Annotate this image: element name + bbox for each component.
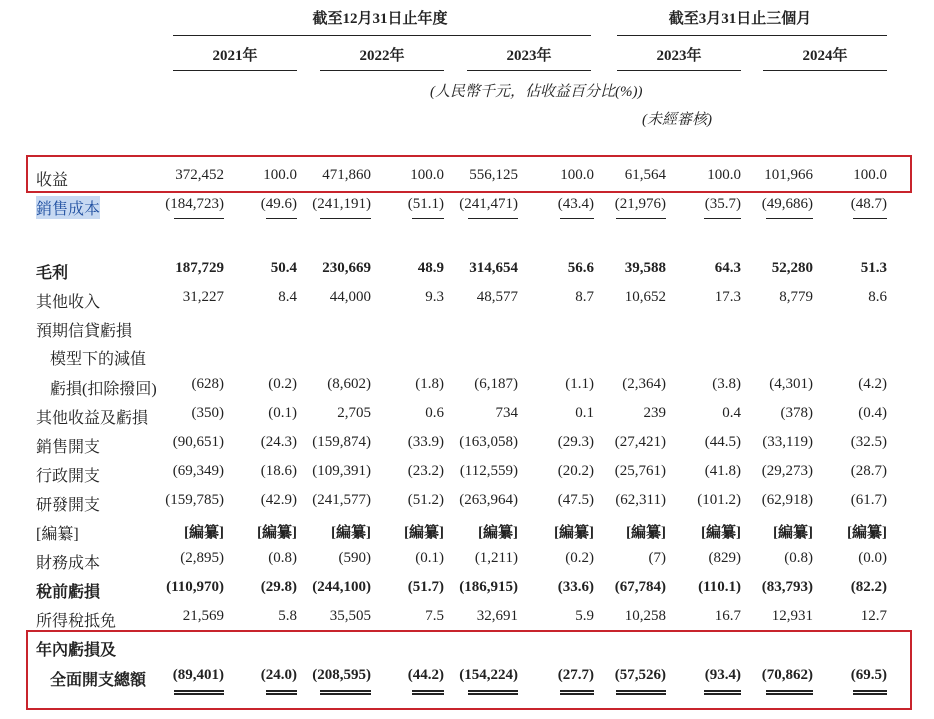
amount-cell: (241,577) (312, 492, 371, 508)
total-double-rule (853, 690, 887, 695)
percent-cell: [編纂] (847, 525, 887, 541)
percent-cell: (24.0) (260, 667, 297, 683)
percent-cell: (51.2) (407, 492, 444, 508)
amount-cell: (154,224) (459, 667, 518, 683)
subtotal-rule (704, 218, 741, 219)
percent-cell: 5.9 (575, 608, 594, 624)
total-double-rule (174, 690, 224, 695)
percent-cell: (0.1) (268, 405, 297, 421)
amount-cell: (25,761) (614, 463, 666, 479)
percent-cell: (33.6) (557, 579, 594, 595)
percent-cell: (18.6) (260, 463, 297, 479)
amount-cell: (244,100) (312, 579, 371, 595)
percent-cell: 7.5 (425, 608, 444, 624)
unaudited-note: (未經審核) (642, 112, 712, 128)
percent-cell: [編纂] (404, 525, 444, 541)
amount-cell: 10,258 (624, 608, 666, 624)
percent-cell: (47.5) (557, 492, 594, 508)
percent-cell: (93.4) (704, 667, 741, 683)
amount-cell: (628) (191, 376, 224, 392)
percent-cell: 48.9 (417, 260, 444, 276)
percent-cell: (24.3) (260, 434, 297, 450)
amount-cell: (89,401) (172, 667, 224, 683)
percent-cell: (82.2) (850, 579, 887, 595)
amount-cell: [編纂] (478, 525, 518, 541)
percent-cell: 17.3 (714, 289, 741, 305)
amount-cell: 2,705 (337, 405, 371, 421)
amount-cell: (2,895) (180, 550, 224, 566)
amount-cell: (159,785) (165, 492, 224, 508)
year-header-5: 2024年 (802, 48, 848, 64)
percent-cell: (0.2) (268, 376, 297, 392)
percent-cell: 0.6 (425, 405, 444, 421)
subtotal-rule (616, 218, 666, 219)
amount-cell: 21,569 (182, 608, 224, 624)
percent-cell: 5.8 (278, 608, 297, 624)
amount-cell: 48,577 (476, 289, 518, 305)
percent-cell: [編纂] (257, 525, 297, 541)
amount-cell: (27,421) (614, 434, 666, 450)
amount-cell: 61,564 (624, 167, 666, 183)
percent-cell: (829) (708, 550, 741, 566)
subtotal-rule (320, 218, 371, 219)
percent-cell: 100.0 (560, 167, 594, 183)
percent-cell: 51.3 (860, 260, 887, 276)
year-rule (320, 70, 444, 71)
percent-cell: (23.2) (407, 463, 444, 479)
percent-cell: 100.0 (410, 167, 444, 183)
amount-cell: (8,602) (327, 376, 371, 392)
row-label: 銷售開支 (36, 439, 101, 456)
percent-cell: (101.2) (697, 492, 741, 508)
total-double-rule (616, 690, 666, 695)
percent-cell: (0.4) (858, 405, 887, 421)
amount-cell: (208,595) (312, 667, 371, 683)
percent-cell: 8.7 (575, 289, 594, 305)
subtotal-rule (468, 218, 518, 219)
percent-cell: (35.7) (704, 196, 741, 212)
percent-cell: (32.5) (850, 434, 887, 450)
percent-cell: (110.1) (698, 579, 741, 595)
amount-cell: (186,915) (459, 579, 518, 595)
percent-cell: (48.7) (850, 196, 887, 212)
row-label: 研發開支 (36, 497, 101, 514)
amount-cell: (110,970) (166, 579, 224, 595)
amount-cell: 230,669 (322, 260, 371, 276)
total-double-rule (704, 690, 741, 695)
amount-cell: 734 (495, 405, 518, 421)
amount-cell: (0.8) (784, 550, 813, 566)
amount-cell: (590) (338, 550, 371, 566)
percent-cell: 0.4 (722, 405, 741, 421)
amount-cell: (29,273) (761, 463, 813, 479)
unit-note: (人民幣千元，佔收益百分比(%)) (430, 84, 643, 100)
percent-cell: (4.2) (858, 376, 887, 392)
year-header-1: 2021年 (212, 48, 258, 64)
row-label: 毛利 (36, 265, 69, 282)
percent-cell: (29.8) (260, 579, 297, 595)
row-label: [編纂] (36, 526, 79, 543)
percent-cell: (51.1) (407, 196, 444, 212)
total-double-rule (766, 690, 813, 695)
amount-cell: [編纂] (331, 525, 371, 541)
amount-cell: (69,349) (172, 463, 224, 479)
amount-cell: 471,860 (322, 167, 371, 183)
amount-cell: (4,301) (769, 376, 813, 392)
total-double-rule (468, 690, 518, 695)
percent-cell: (0.0) (858, 550, 887, 566)
year-rule (173, 70, 297, 71)
amount-cell: (378) (780, 405, 813, 421)
group-title-quarter: 截至3月31日止三個月 (668, 11, 812, 27)
percent-cell: (33.9) (407, 434, 444, 450)
amount-cell: (33,119) (762, 434, 813, 450)
total-double-rule (266, 690, 297, 695)
year-header-4: 2023年 (656, 48, 702, 64)
row-label: 稅前虧損 (36, 584, 101, 601)
percent-cell: 12.7 (860, 608, 887, 624)
percent-cell: (44.2) (407, 667, 444, 683)
amount-cell: 52,280 (771, 260, 813, 276)
group-title-years: 截至12月31日止年度 (312, 11, 448, 27)
percent-cell: 100.0 (263, 167, 297, 183)
row-label: 預期信貸虧損 (36, 323, 133, 340)
row-label: 全面開支總額 (50, 672, 147, 689)
amount-cell: (7) (648, 550, 666, 566)
amount-cell: 314,654 (469, 260, 518, 276)
amount-cell: 101,966 (764, 167, 813, 183)
amount-cell: (112,559) (459, 463, 518, 479)
row-label: 收益 (36, 172, 69, 189)
percent-cell: (61.7) (850, 492, 887, 508)
amount-cell: 556,125 (469, 167, 518, 183)
subtotal-rule (412, 218, 444, 219)
amount-cell: 35,505 (329, 608, 371, 624)
total-double-rule (412, 690, 444, 695)
row-label: 所得稅抵免 (36, 613, 117, 630)
subtotal-rule (174, 218, 224, 219)
amount-cell: (159,874) (312, 434, 371, 450)
amount-cell: (2,364) (622, 376, 666, 392)
row-label: 行政開支 (36, 468, 101, 485)
year-rule (617, 70, 741, 71)
percent-cell: 16.7 (714, 608, 741, 624)
percent-cell: [編纂] (554, 525, 594, 541)
year-rule (467, 70, 591, 71)
percent-cell: (20.2) (557, 463, 594, 479)
row-label: 模型下的減值 (50, 351, 147, 368)
year-rule (763, 70, 887, 71)
percent-cell: (51.7) (407, 579, 444, 595)
amount-cell: 187,729 (175, 260, 224, 276)
percent-cell: (1.8) (415, 376, 444, 392)
amount-cell: 372,452 (175, 167, 224, 183)
percent-cell: (0.1) (415, 550, 444, 566)
percent-cell: 64.3 (714, 260, 741, 276)
percent-cell: (28.7) (850, 463, 887, 479)
percent-cell: (29.3) (557, 434, 594, 450)
group-rule-quarter (617, 35, 887, 36)
subtotal-rule (560, 218, 594, 219)
amount-cell: 31,227 (182, 289, 224, 305)
row-label: 年內虧損及 (36, 642, 117, 659)
amount-cell: (90,651) (172, 434, 224, 450)
amount-cell: (241,191) (312, 196, 371, 212)
total-double-rule (560, 690, 594, 695)
subtotal-rule (853, 218, 887, 219)
percent-cell: (44.5) (704, 434, 741, 450)
amount-cell: (49,686) (761, 196, 813, 212)
amount-cell: [編纂] (626, 525, 666, 541)
amount-cell: (57,526) (614, 667, 666, 683)
amount-cell: (83,793) (761, 579, 813, 595)
percent-cell: 8.6 (868, 289, 887, 305)
percent-cell: (0.2) (565, 550, 594, 566)
amount-cell: (70,862) (761, 667, 813, 683)
amount-cell: [編纂] (184, 525, 224, 541)
percent-cell: 9.3 (425, 289, 444, 305)
percent-cell: (42.9) (260, 492, 297, 508)
row-label: 財務成本 (36, 555, 101, 572)
amount-cell: 239 (643, 405, 666, 421)
amount-cell: 39,588 (624, 260, 666, 276)
subtotal-rule (266, 218, 297, 219)
percent-cell: 56.6 (567, 260, 594, 276)
amount-cell: 44,000 (329, 289, 371, 305)
total-double-rule (320, 690, 371, 695)
row-label: 銷售成本 (36, 196, 100, 219)
percent-cell: (41.8) (704, 463, 741, 479)
percent-cell: (69.5) (850, 667, 887, 683)
amount-cell: (1,211) (474, 550, 518, 566)
percent-cell: 100.0 (853, 167, 887, 183)
percent-cell: 100.0 (707, 167, 741, 183)
amount-cell: (6,187) (474, 376, 518, 392)
amount-cell: (184,723) (165, 196, 224, 212)
percent-cell: (43.4) (557, 196, 594, 212)
percent-cell: (3.8) (712, 376, 741, 392)
amount-cell: [編纂] (773, 525, 813, 541)
amount-cell: (263,964) (459, 492, 518, 508)
percent-cell: (27.7) (557, 667, 594, 683)
row-label: 其他收益及虧損 (36, 410, 149, 427)
amount-cell: (241,471) (459, 196, 518, 212)
row-label: 其他收入 (36, 294, 101, 311)
amount-cell: (109,391) (312, 463, 371, 479)
percent-cell: (0.8) (268, 550, 297, 566)
year-header-3: 2023年 (506, 48, 552, 64)
amount-cell: (62,311) (615, 492, 666, 508)
subtotal-rule (766, 218, 813, 219)
amount-cell: 12,931 (771, 608, 813, 624)
percent-cell: (1.1) (565, 376, 594, 392)
year-header-2: 2022年 (359, 48, 405, 64)
percent-cell: 50.4 (270, 260, 297, 276)
row-label: 虧損(扣除撥回) (50, 381, 157, 398)
percent-cell: (49.6) (260, 196, 297, 212)
amount-cell: (67,784) (614, 579, 666, 595)
percent-cell: [編纂] (701, 525, 741, 541)
amount-cell: 8,779 (779, 289, 813, 305)
amount-cell: (350) (191, 405, 224, 421)
amount-cell: 10,652 (624, 289, 666, 305)
amount-cell: 32,691 (476, 608, 518, 624)
percent-cell: 0.1 (575, 405, 594, 421)
amount-cell: (62,918) (761, 492, 813, 508)
amount-cell: (163,058) (459, 434, 518, 450)
group-rule-years (173, 35, 591, 36)
amount-cell: (21,976) (614, 196, 666, 212)
percent-cell: 8.4 (278, 289, 297, 305)
